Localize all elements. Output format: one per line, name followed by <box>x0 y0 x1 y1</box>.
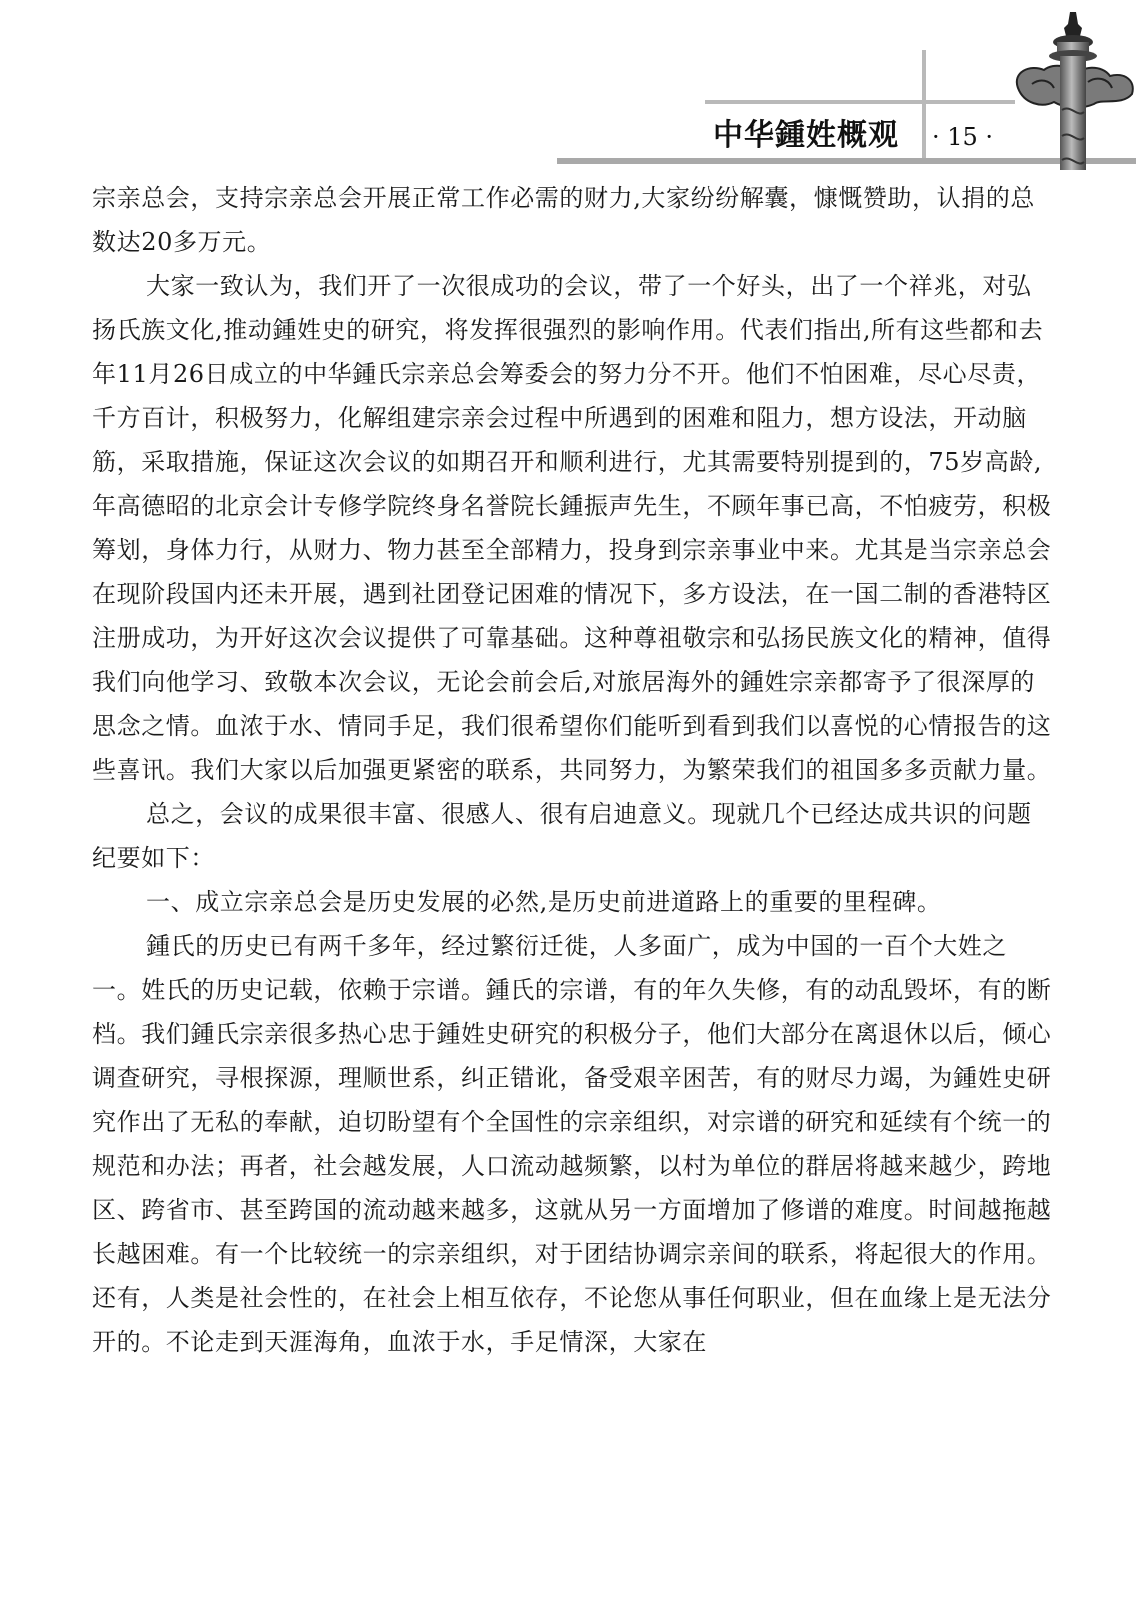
header-rule-vertical <box>922 50 926 160</box>
huabiao-pillar-icon <box>1010 10 1136 170</box>
body-text <box>92 176 1052 1364</box>
header-rule-top <box>705 100 1015 104</box>
paragraph: 总之，会议的成果很丰富、很感人、很有启迪意义。现就几个已经达成共识的问题纪要如下： <box>92 800 1032 872</box>
paragraph: 鍾氏的历史已有两千多年，经过繁衍迁徙，人多面广，成为中国的一百个大姓之一。姓氏的历史记载，依赖于宗谱。鍾氏的宗谱，有的年久失修，有的动乱毁坏，有的断档。我们鍾氏宗亲很多热心忠于鍾姓史研究的积极分子，他们大部分在离退休以后，倾心调查研究，寻根探源，理顺世系，纠正错讹，备受艰辛困苦，有的财尽力竭，为鍾姓史研究作出了无私的奉献，迫切盼望有个全国性的宗亲组织，对宗谱的研究和延续有个统一的规范和办法；再者，社会越发展，人口流动越频繁，以村为单位的群居将越来越少，跨地区、跨省市、甚至跨国的流动越来越多，这就从另一方面增加了修谱的难度。时间越拖越长越困难。有一个比较统一的宗亲组织，对于团结协调宗亲间的联系，将起很大的作用。还有，人类是社会性的，在社会上相互依存，不论您从事任何职业，但在血缘上是无法分开的。不论走到天涯海角，血浓于水，手足情深，大家在 <box>92 932 1052 1356</box>
paragraph: 宗亲总会，支持宗亲总会开展正常工作必需的财力,大家纷纷解囊，慷慨赞助，认捐的总数达20多万元。 <box>92 184 1036 256</box>
paragraph: 一、成立宗亲总会是历史发展的必然,是历史前进道路上的重要的里程碑。 <box>146 888 942 916</box>
paragraph: 大家一致认为，我们开了一次很成功的会议，带了一个好头，出了一个祥兆，对弘扬氏族文化,推动鍾姓史的研究，将发挥很强烈的影响作用。代表们指出,所有这些都和去年11月26日成立的中华鍾氏宗亲总会筹委会的努力分不开。他们不怕困难，尽心尽责，千方百计，积极努力，化解组建宗亲会过程中所遇到的困难和阻力，想方设法，开动脑筋，采取措施，保证这次会议的如期召开和顺利进行，尤其需要特别提到的，75岁高龄,年高德昭的北京会计专修学院终身名誉院长鍾振声先生，不顾年事已高，不怕疲劳，积极筹划，身体力行，从财力、物力甚至全部精力，投身到宗亲事业中来。尤其是当宗亲总会在现阶段国内还未开展，遇到社团登记困难的情况下，多方设法，在一国二制的香港特区注册成功，为开好这次会议提供了可靠基础。这种尊祖敬宗和弘扬民族文化的精神，值得我们向他学习、致敬本次会议，无论会前会后,对旅居海外的鍾姓宗亲都寄予了很深厚的思念之情。血浓于水、情同手足，我们很希望你们能听到看到我们以喜悦的心情报告的这些喜讯。我们大家以后加强更紧密的联系，共同努力，为繁荣我们的祖国多多贡献力量。 <box>92 272 1052 784</box>
page-number: · 15 · <box>932 123 994 151</box>
running-header-title: 中华鍾姓概观 <box>713 118 899 153</box>
